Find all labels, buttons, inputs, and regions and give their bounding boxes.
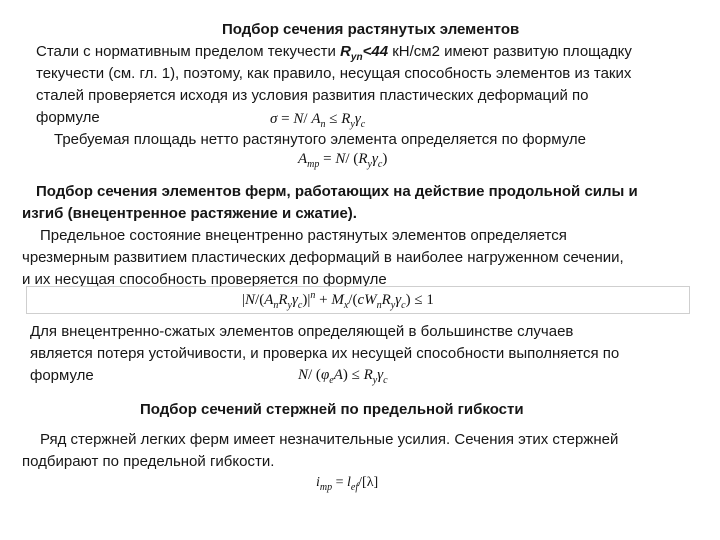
p1-line1-lt: <44 (362, 43, 389, 60)
section2-paragraph2-line2: является потеря устойчивости, и проверка их несущей способности выполняется по (30, 345, 620, 362)
section1-paragraph2: Требуемая площадь нетто растянутого элемента определяется по формуле (54, 131, 586, 148)
section3-paragraph1-line2: подбирают по предельной гибкости. (22, 453, 275, 470)
section1-paragraph1-line1 (36, 42, 632, 61)
section1-heading: Подбор сечения растянутых элементов (222, 21, 520, 38)
section3-paragraph1-line1: Ряд стержней легких ферм имеет незначительные усилия. Сечения этих стержней (40, 431, 619, 448)
section2-paragraph1-line3: и их несущая способность проверяется по формуле (22, 271, 387, 288)
section3-heading: Подбор сечений стержней по предельной гибкости (140, 401, 524, 418)
p1-line1-symbol-R: R (340, 43, 351, 60)
section2-heading-line2: изгиб (внецентренное растяжение и сжатие). (22, 205, 357, 222)
formula-eccentric-tension: $|N/(A_nR_y\gamma_c)|^n + M_x/(cW_nR_y\gamma_c) \le 1$ (242, 290, 434, 311)
section2-paragraph1-line1: Предельное состояние внецентренно растянутых элементов определяется (40, 227, 567, 244)
p1-line1-text-a: Стали с нормативным пределом текучести (36, 43, 341, 60)
section2-paragraph2-line3: формуле (30, 367, 94, 384)
p1-line1-text-b: кН/см2 имеют развитую площадку (388, 43, 632, 60)
formula-radius-of-gyration: $i_{тр} = l_{ef}/[\lambda]$ (316, 475, 379, 493)
p1-line1-subscript: yn (350, 52, 363, 63)
formula-required-area: $A_{тр} = N/$ $(R_y\gamma_c)$ (298, 151, 388, 170)
formula-stability-check: N/ $(\varphi_eA) \le R_y\gamma_c$ (298, 367, 388, 386)
formula-stress-check: σ = N/ $A_n \le R_y\gamma_c$ (270, 111, 366, 130)
section1-paragraph1-line4: формуле (36, 109, 100, 126)
section2-paragraph1-line2: чрезмерным развитием пластических деформаций в наиболее нагруженном сечении, (22, 249, 624, 266)
section2-paragraph2-line1: Для внецентренно-сжатых элементов определяющей в большинстве случаев (30, 323, 574, 340)
section1-paragraph1-line2: текучести (см. гл. 1), поэтому, как правило, несущая способность элементов из таких (36, 65, 632, 82)
section2-heading-line1: Подбор сечения элементов ферм, работающих на действие продольной силы и (36, 183, 638, 200)
section1-paragraph1-line3: сталей проверяется исходя из условия развития пластических деформаций по (36, 87, 589, 104)
